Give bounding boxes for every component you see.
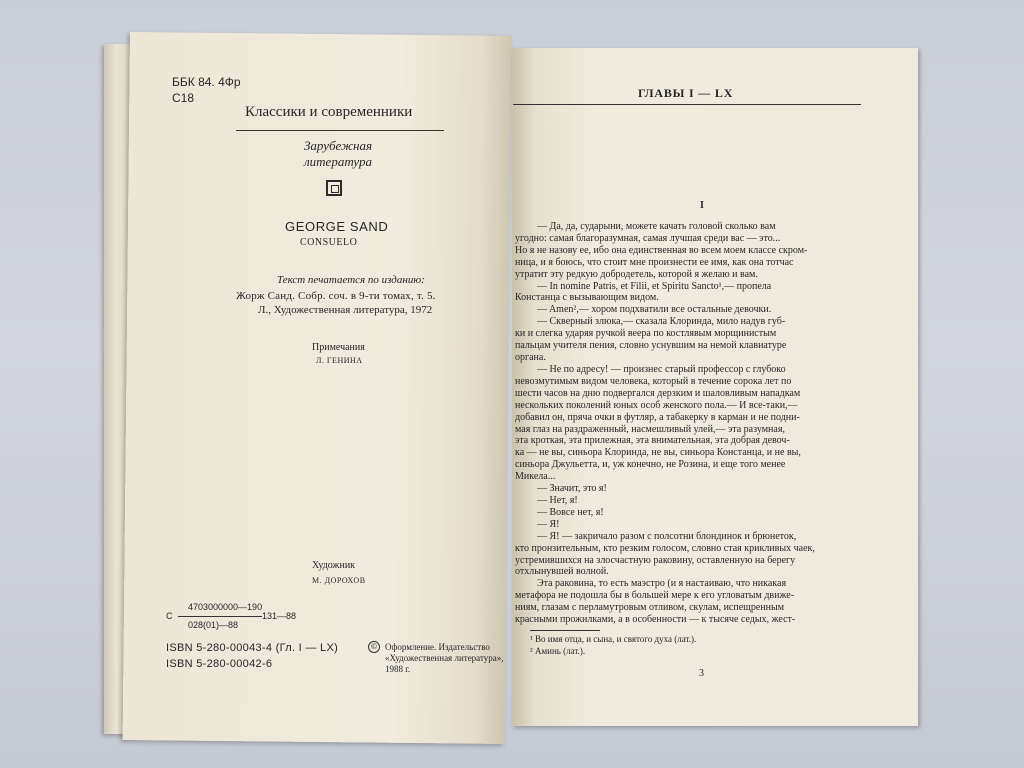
- body-line: Констанца с вызывающим видом.: [515, 292, 659, 304]
- body-line: органа.: [515, 352, 546, 364]
- isbn-set: ISBN 5-280-00042-6: [166, 658, 273, 670]
- footnote: ¹ Во имя отца, и сына, и святого духа (лат.).: [530, 634, 697, 644]
- body-line: ки и слегка ударяя ручкой веера по костлявым морщинистым: [515, 328, 777, 340]
- body-line: — Значит, это я!: [537, 483, 607, 495]
- catalog-code-author: С18: [172, 91, 195, 105]
- artist-name: М. ДОРОХОВ: [312, 576, 366, 585]
- body-line: Но я не назову ее, ибо она единственная во всем моем классе скром-: [515, 244, 808, 256]
- body-line: красными прожилками, а в особенности — к тысяче седых, жест-: [515, 614, 796, 626]
- footnote: ² Аминь (лат.).: [530, 646, 586, 656]
- running-head-rule: [513, 104, 861, 105]
- author-name-en: GEORGE SAND: [285, 219, 389, 234]
- body-line: шести часов на дню подвергался дерзким и шаловливым нападкам: [515, 387, 801, 399]
- series-emblem-icon: [326, 180, 342, 196]
- code-letter: С: [166, 611, 173, 621]
- code-numerator: 4703000000—190: [188, 602, 263, 612]
- body-line: Эта раковина, то есть маэстро (и я настаиваю, что никакая: [537, 578, 787, 590]
- series-rule: [236, 130, 444, 131]
- code-denominator: 028(01)—88: [188, 620, 239, 630]
- footnote-rule: [530, 630, 600, 631]
- page-number: 3: [699, 668, 704, 679]
- running-head: ГЛАВЫ I — LX: [638, 86, 734, 100]
- source-line-2: Л., Художественная литература, 1972: [258, 304, 433, 316]
- body-line: — Вовсе нет, я!: [537, 506, 604, 518]
- artist-label: Художник: [312, 560, 356, 571]
- body-line: невозмутимым видом человека, который в течение сорока лет по: [515, 375, 792, 387]
- body-line: угодно: самая благоразумная, самая лучшая среди вас — это...: [515, 232, 781, 244]
- body-line: — Скверный злюка,— сказала Клоринда, мило надув губ-: [537, 316, 786, 328]
- body-line: Микела...: [515, 471, 556, 483]
- body-line: ка — не вы, синьора Клоринда, не вы, синьора Констанца, и не вы,: [515, 447, 801, 459]
- source-line-1: Жорж Санд. Собр. соч. в 9-ти томах, т. 5.: [236, 290, 436, 302]
- sub-series: [290, 138, 386, 170]
- body-line: — Amen²,— хором подхватили все остальные девочки.: [537, 304, 772, 316]
- body-line: синьора Джульетта, и, уж конечно, не Розина, и еще того менее: [515, 459, 786, 471]
- body-line: — In nomine Patris, et Filii, et Spiritu Sancto¹,— пропела: [537, 280, 772, 292]
- series-title: Классики и современники: [245, 104, 413, 120]
- notes-author: Л. ГЕНИНА: [316, 356, 363, 365]
- copyright-line-1: Оформление. Издательство: [385, 642, 490, 652]
- copyright-icon: ©: [368, 641, 380, 653]
- sub-series-line-2: литература: [304, 154, 372, 169]
- body-line: добавил он, пряча очки в футляр, а табакерку в карман и не подни-: [515, 411, 800, 423]
- body-line: утратит эту редкую добродетель, которой я желаю и вам.: [515, 268, 758, 280]
- sub-series-line-1: Зарубежная: [303, 138, 373, 153]
- code-fraction-line: [178, 616, 262, 617]
- notes-label: Примечания: [312, 342, 365, 353]
- body-line: — Нет, я!: [537, 494, 578, 506]
- body-line: ниям, глазам с перламутровым отливом, скулам, испещренным: [515, 602, 785, 614]
- body-line: метафора не подошла бы в большей мере к его угловатым движе-: [515, 590, 795, 602]
- chapter-number: I: [700, 200, 704, 211]
- body-line: — Не по адресу! — произнес старый профессор с глубоко: [537, 363, 786, 375]
- body-line: — Да, да, сударыни, можете качать головой сколько вам: [537, 221, 776, 232]
- body-line: ница, и я боюсь, что стоит мне произнести ее имя, как она тотчас: [515, 256, 794, 268]
- copyright-line-3: 1988 г.: [385, 664, 411, 674]
- body-line: — Я! — закричало разом с полсотни блондинок и брюнеток,: [537, 530, 797, 542]
- copyright-notice: [385, 642, 504, 675]
- code-right: 131—88: [262, 611, 297, 621]
- body-line: устремившихся на злосчастную раковину, оставленную на берегу: [515, 554, 796, 566]
- isbn-volume: ISBN 5-280-00043-4 (Гл. I — LX): [166, 642, 339, 654]
- copyright-line-2: «Художественная литература»,: [385, 653, 504, 663]
- body-line: мая глаз на раздраженный, насмешливый улей,— эта разумная,: [515, 423, 785, 435]
- catalog-code-bbk: ББК 84. 4Фр: [172, 75, 241, 89]
- body-line: отхлынувшей волной.: [515, 566, 609, 578]
- body-line: пальцам учителя пения, словно уснувшим на немой клавиатуре: [515, 340, 787, 352]
- body-line: кто пронзительным, кто резким голосом, словно стая крикливых чаек,: [515, 542, 815, 554]
- book-title-en: CONSUELO: [300, 237, 358, 248]
- body-line: — Я!: [537, 518, 560, 530]
- source-label: Текст печатается по изданию:: [277, 274, 425, 286]
- body-line: нескольких поколений юных особ женского пола.— И все-таки,—: [515, 399, 798, 411]
- catalog-codes: [172, 74, 241, 106]
- body-line: эта кроткая, эта прилежная, эта внимательная, эта добрая девоч-: [515, 435, 790, 447]
